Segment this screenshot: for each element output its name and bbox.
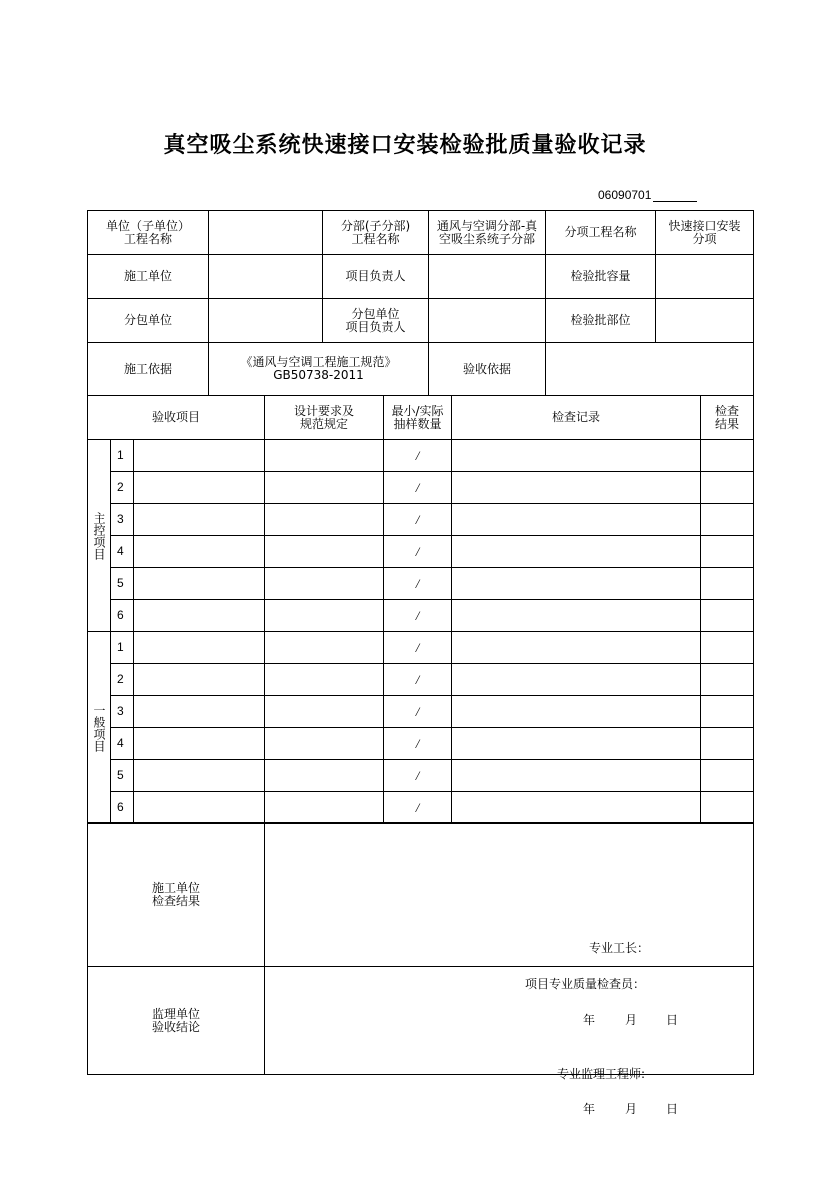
contractor-result-label: 施工单位 检查结果 [88, 823, 265, 967]
engineer-label: 专业监理工程师: [557, 1066, 646, 1081]
row-result[interactable] [701, 792, 754, 824]
row-item[interactable] [134, 472, 265, 504]
row-design[interactable] [265, 472, 384, 504]
row-sample[interactable]: / [384, 536, 452, 568]
pm-value[interactable] [429, 255, 546, 299]
row-design[interactable] [265, 536, 384, 568]
col-record: 检查记录 [452, 396, 701, 440]
capacity-value[interactable] [656, 255, 754, 299]
contractor-result-area[interactable] [265, 823, 754, 1027]
table-row [88, 696, 754, 728]
row-design[interactable] [265, 600, 384, 632]
row-number: 6 [111, 600, 134, 632]
row-number: 6 [111, 792, 134, 824]
table-row [88, 760, 754, 792]
row-number: 1 [111, 632, 134, 664]
row-item[interactable] [134, 440, 265, 472]
unit-value[interactable] [209, 211, 323, 255]
col-sample: 最小/实际 抽样数量 [384, 396, 452, 440]
inspector-label: 项目专业质量检查员： [525, 976, 646, 991]
row-record[interactable] [452, 440, 701, 472]
row-item[interactable] [134, 696, 265, 728]
unit-label: 单位（子单位） 工程名称 [88, 211, 209, 255]
row-number: 2 [111, 664, 134, 696]
supervisor-result-area[interactable] [265, 967, 754, 1116]
supervisor-month: 月 [625, 1101, 638, 1116]
header-table [87, 210, 754, 396]
subcontractor-value[interactable] [209, 299, 323, 343]
table-row [88, 504, 754, 536]
capacity-label: 检验批容量 [546, 255, 656, 299]
row-design[interactable] [265, 632, 384, 664]
table-row [88, 792, 754, 824]
row-item[interactable] [134, 792, 265, 824]
basis-label: 施工依据 [88, 343, 209, 396]
row-design[interactable] [265, 792, 384, 824]
row-number: 5 [111, 568, 134, 600]
subcontractor-label: 分包单位 [88, 299, 209, 343]
col-design: 设计要求及 规范规定 [265, 396, 384, 440]
table-row [88, 472, 754, 504]
supervisor-day: 日 [666, 1101, 679, 1116]
row-result[interactable] [701, 600, 754, 632]
row-result[interactable] [701, 696, 754, 728]
table-row [88, 600, 754, 632]
table-row [88, 440, 754, 472]
row-result[interactable] [701, 728, 754, 760]
row-item[interactable] [134, 536, 265, 568]
row-result[interactable] [701, 472, 754, 504]
supervisor-result-label: 监理单位 验收结论 [88, 967, 265, 1075]
table-row [88, 632, 754, 664]
doc-number [598, 188, 697, 202]
result-table [87, 822, 754, 1116]
row-design[interactable] [265, 760, 384, 792]
row-item[interactable] [134, 568, 265, 600]
main-items [88, 440, 754, 632]
general-items [88, 632, 754, 824]
items-table [87, 395, 754, 824]
row-sample[interactable]: / [384, 472, 452, 504]
location-value[interactable] [656, 299, 754, 343]
row-record[interactable] [452, 600, 701, 632]
acceptance-basis-value[interactable] [546, 343, 754, 396]
main-group-label [88, 440, 111, 632]
doc-number-blank[interactable] [653, 189, 697, 202]
row-sample[interactable]: / [384, 440, 452, 472]
page-title: 真空吸尘系统快速接口安装检验批质量验收记录 [163, 132, 647, 158]
contractor-value[interactable] [209, 255, 323, 299]
row-number: 3 [111, 504, 134, 536]
row-result[interactable] [701, 504, 754, 536]
row-record[interactable] [452, 696, 701, 728]
acceptance-basis-label: 验收依据 [429, 343, 546, 396]
row-number: 3 [111, 696, 134, 728]
table-row [88, 536, 754, 568]
table-row [88, 568, 754, 600]
row-result[interactable] [701, 632, 754, 664]
contractor-year: 年 [583, 1012, 596, 1027]
supervisor-year: 年 [583, 1101, 596, 1116]
row-number: 4 [111, 728, 134, 760]
row-item[interactable] [134, 504, 265, 536]
row-sample[interactable]: / [384, 664, 452, 696]
subitem-value[interactable]: 快速接口安装 分项 [656, 211, 754, 255]
row-sample[interactable]: / [384, 728, 452, 760]
row-record[interactable] [452, 632, 701, 664]
col-item: 验收项目 [88, 396, 265, 440]
row-design[interactable] [265, 568, 384, 600]
contractor-label: 施工单位 [88, 255, 209, 299]
row-result[interactable] [701, 664, 754, 696]
doc-number-value: 06090701 [598, 188, 652, 202]
row-record[interactable] [452, 728, 701, 760]
row-sample[interactable]: / [384, 600, 452, 632]
row-result[interactable] [701, 440, 754, 472]
row-sample[interactable]: / [384, 760, 452, 792]
row-record[interactable] [452, 792, 701, 824]
sub-pm-label: 分包单位 项目负责人 [323, 299, 429, 343]
row-number: 4 [111, 536, 134, 568]
general-group-label [88, 632, 111, 824]
row-design[interactable] [265, 504, 384, 536]
row-number: 5 [111, 760, 134, 792]
row-result[interactable] [701, 760, 754, 792]
division-label: 分部(子分部) 工程名称 [323, 211, 429, 255]
contractor-day: 日 [666, 1012, 679, 1027]
row-design[interactable] [265, 728, 384, 760]
general-group-label-text: 一般项目 [92, 703, 106, 752]
row-sample[interactable]: / [384, 504, 452, 536]
basis-value[interactable]: 《通风与空调工程施工规范》 GB50738-2011 [209, 343, 429, 396]
row-number: 2 [111, 472, 134, 504]
row-record[interactable] [452, 664, 701, 696]
row-record[interactable] [452, 536, 701, 568]
row-item[interactable] [134, 600, 265, 632]
sub-pm-value[interactable] [429, 299, 546, 343]
pm-label: 项目负责人 [323, 255, 429, 299]
row-result[interactable] [701, 568, 754, 600]
row-sample[interactable]: / [384, 632, 452, 664]
foreman-label: 专业工长： [589, 940, 650, 955]
main-group-label-text: 主控项目 [92, 511, 106, 560]
division-value[interactable]: 通风与空调分部-真 空吸尘系统子分部 [429, 211, 546, 255]
subitem-label: 分项工程名称 [546, 211, 656, 255]
row-number: 1 [111, 440, 134, 472]
table-row [88, 728, 754, 760]
row-sample[interactable]: / [384, 568, 452, 600]
row-design[interactable] [265, 696, 384, 728]
row-result[interactable] [701, 536, 754, 568]
row-design[interactable] [265, 664, 384, 696]
contractor-month: 月 [625, 1012, 638, 1027]
row-record[interactable] [452, 568, 701, 600]
row-record[interactable] [452, 504, 701, 536]
row-record[interactable] [452, 760, 701, 792]
row-item[interactable] [134, 632, 265, 664]
location-label: 检验批部位 [546, 299, 656, 343]
table-row [88, 664, 754, 696]
row-record[interactable] [452, 472, 701, 504]
row-sample[interactable]: / [384, 696, 452, 728]
row-design[interactable] [265, 440, 384, 472]
row-item[interactable] [134, 664, 265, 696]
col-result: 检查 结果 [701, 396, 754, 440]
row-sample[interactable]: / [384, 792, 452, 824]
row-item[interactable] [134, 728, 265, 760]
row-item[interactable] [134, 760, 265, 792]
